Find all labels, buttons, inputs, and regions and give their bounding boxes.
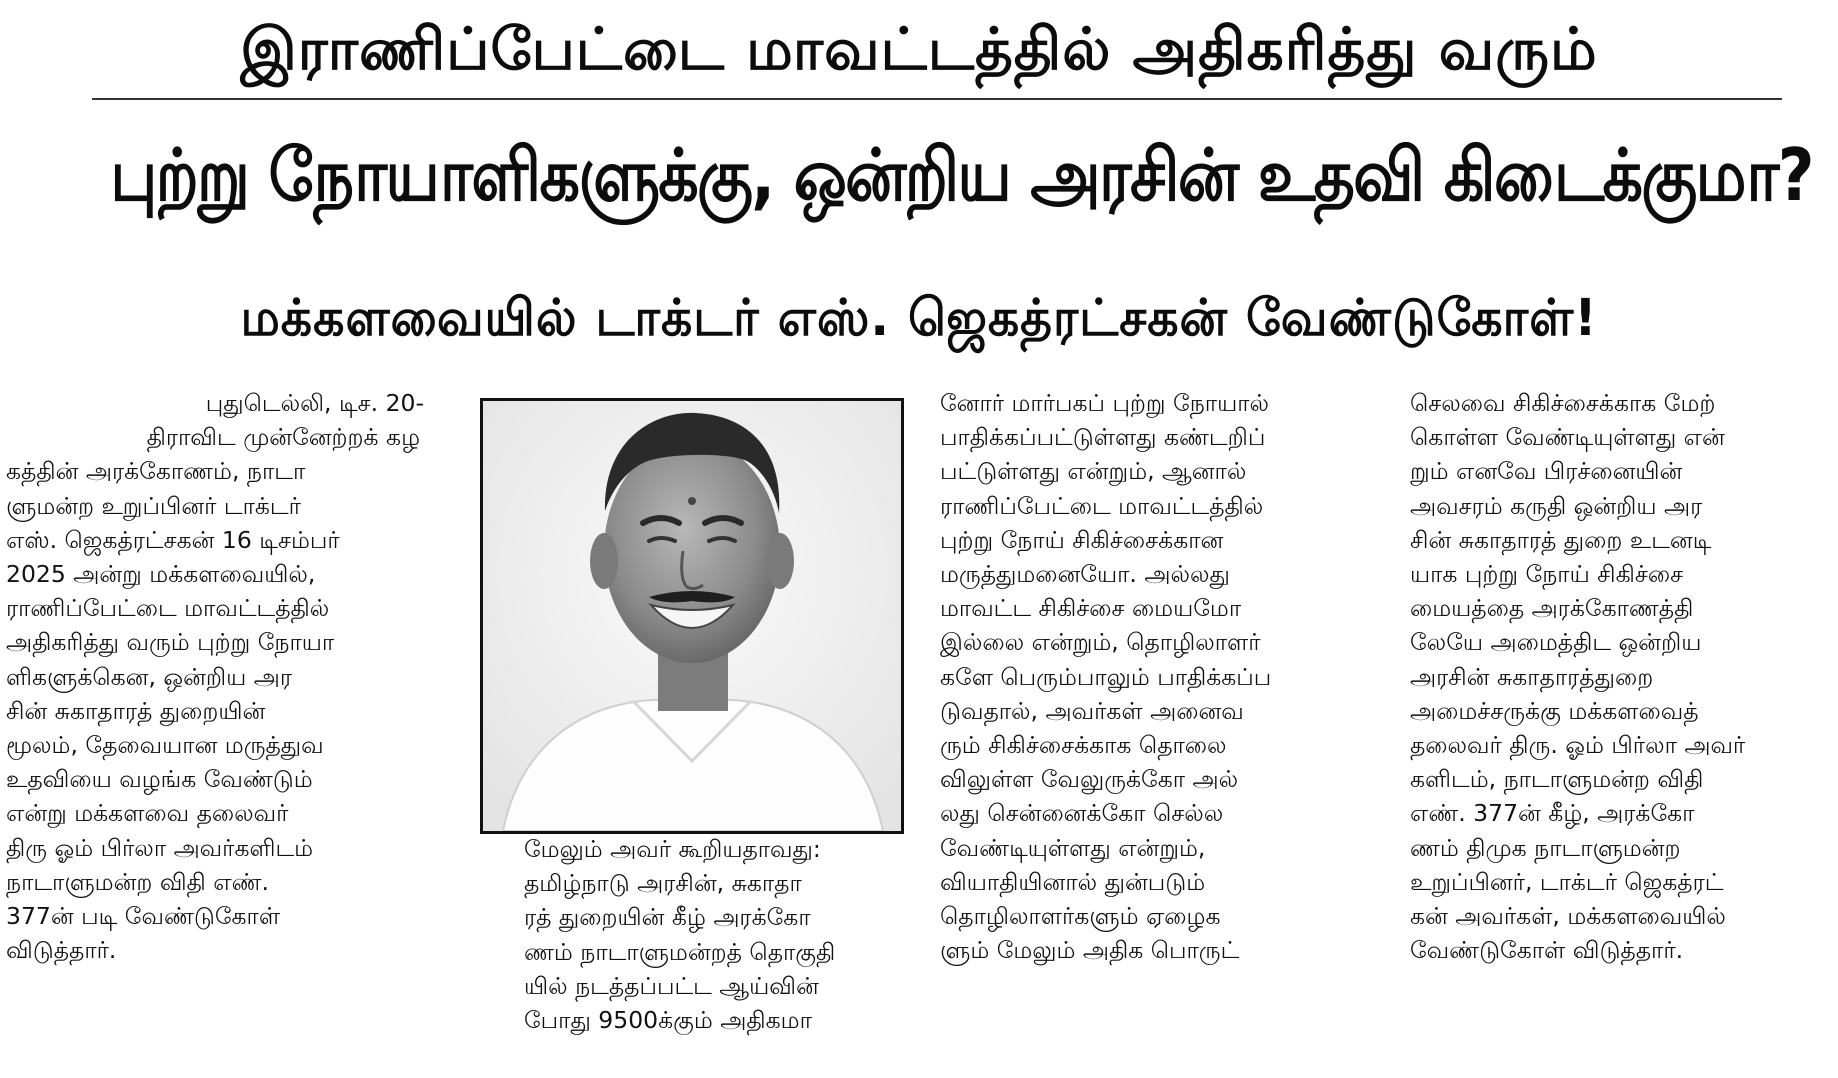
article-line: லேயே அமைத்திட ஒன்றிய	[1410, 628, 1702, 657]
article-line: யில் நடத்தப்பட்ட ஆய்வின்	[524, 971, 819, 1000]
article-line: னோர் மார்பகப் புற்று நோயால்	[940, 389, 1270, 417]
article-line: ராணிப்பேட்டை மாவட்டத்தில்	[6, 594, 330, 623]
article-line: ணம் திமுக நாடாளுமன்ற	[1410, 833, 1681, 862]
article-line: ரத் துறையின் கீழ் அரக்கோ	[524, 903, 811, 932]
article-line: இல்லை என்றும், தொழிலாளர்	[940, 628, 1261, 657]
article-line: ணம் நாடாளுமன்றத் தொகுதி	[524, 937, 836, 966]
article-column-2	[510, 832, 922, 1037]
article-line: ளும் மேலும் அதிக பொருட்	[940, 936, 1240, 965]
portrait-photo	[480, 398, 904, 834]
article-line: புற்று நோய் சிகிச்சைக்கான	[940, 525, 1224, 554]
article-line: ராணிப்பேட்டை மாவட்டத்தில்	[940, 491, 1264, 520]
article-line: ளிகளுக்கென, ஒன்றிய அர	[6, 662, 292, 691]
article-line: தலைவர் திரு. ஓம் பிர்லா அவர்	[1410, 731, 1746, 760]
article-line: தொழிலாளர்களும் ஏழைக	[940, 902, 1221, 931]
article-line: திராவிட முன்னேற்றக் கழ	[146, 423, 420, 452]
article-line: வேண்டுகோள் விடுத்தார்.	[1410, 936, 1684, 965]
headline-sub: மக்களவையில் டாக்டர் எஸ். ஜெகத்ரட்சகன் வேண்டுகோள்!	[240, 289, 1598, 348]
article-line: மாவட்ட சிகிச்சை மையமோ	[940, 594, 1242, 623]
article-line: பாதிக்கப்பட்டுள்ளது கண்டறிப்	[940, 423, 1266, 452]
article-line: வேண்டியுள்ளது என்றும்,	[940, 833, 1206, 862]
article-line: எண். 377ன் கீழ், அரக்கோ	[1410, 799, 1695, 828]
article-line: யாக புற்று நோய் சிகிச்சை	[1410, 560, 1684, 589]
article-line: களே பெரும்பாலும் பாதிக்கப்ப	[940, 662, 1272, 691]
article-line: தமிழ்நாடு அரசின், சுகாதா	[524, 869, 802, 898]
article-line: களிடம், நாடாளுமன்ற விதி	[1410, 765, 1704, 794]
article-column-3	[940, 386, 1364, 967]
article-column-1	[6, 386, 428, 967]
article-line: புதுடெல்லி, டிச. 20-	[205, 389, 424, 417]
article-line: என்று மக்களவை தலைவர்	[6, 799, 289, 828]
article-line: லது சென்னைக்கோ செல்ல	[940, 799, 1224, 828]
article-line: சின் சுகாதாரத் துறை உடனடி	[1410, 525, 1712, 554]
article-line: பட்டுள்ளது என்றும், ஆனால்	[940, 457, 1247, 486]
article-line: செலவை சிகிச்சைக்காக மேற்	[1410, 389, 1716, 417]
article-line: 2025 அன்று மக்களவையில்,	[6, 560, 316, 589]
headline-kicker: இராணிப்பேட்டை மாவட்டத்தில் அதிகரித்து வரும்	[240, 15, 1598, 83]
article-line: எஸ். ஜெகத்ரட்சகன் 16 டிசம்பர்	[6, 525, 340, 554]
article-line: சின் சுகாதாரத் துறையின்	[6, 696, 266, 725]
article-line: கன் அவர்கள், மக்களவையில்	[1410, 902, 1726, 931]
article-line: வியாதியினால் துன்படும்	[940, 867, 1206, 896]
article-column-4	[1410, 386, 1832, 967]
article-line: கொள்ள வேண்டியுள்ளது என்	[1410, 423, 1725, 452]
article-line: போது 9500க்கும் அதிகமா	[524, 1006, 812, 1035]
article-line: அவசரம் கருதி ஒன்றிய அர	[1410, 491, 1703, 520]
article-line: ரும் சிகிச்சைக்காக தொலை	[940, 731, 1227, 760]
article-line: அதிகரித்து வரும் புற்று நோயா	[6, 628, 335, 657]
article-line: விலுள்ள வேலுருக்கோ அல்	[940, 765, 1239, 794]
article-line: உதவியை வழங்க வேண்டும்	[6, 765, 313, 794]
article-line: டுவதால், அவர்கள் அனைவ	[940, 696, 1244, 725]
article-line: அமைச்சருக்கு மக்களவைத்	[1410, 696, 1699, 725]
article-line: மருத்துமனையோ. அல்லது	[940, 560, 1230, 589]
article-line: மூலம், தேவையான மருத்துவ	[6, 731, 324, 760]
article-line: கத்தின் அரக்கோணம், நாடா	[6, 457, 306, 486]
article-line: திரு ஓம் பிர்லா அவர்களிடம்	[6, 833, 314, 862]
headline-main: புற்று நோயாளிகளுக்கு, ஒன்றிய அரசின் உதவி கிடைக்குமா?	[110, 133, 1813, 217]
article-line: நாடாளுமன்ற விதி எண்.	[6, 867, 269, 896]
article-line: மையத்தை அரக்கோணத்தி	[1410, 594, 1694, 623]
article-line: றும் எனவே பிரச்னையின்	[1410, 457, 1683, 486]
article-line: அரசின் சுகாதாரத்துறை	[1410, 662, 1654, 691]
article-line: விடுத்தார்.	[6, 936, 117, 965]
article-line: 377ன் படி வேண்டுகோள்	[6, 902, 281, 931]
article-line: ளுமன்ற உறுப்பினர் டாக்டர்	[6, 491, 301, 520]
headline-divider	[92, 98, 1782, 100]
article-line: உறுப்பினர், டாக்டர் ஜெகத்ரட்	[1410, 867, 1724, 896]
article-line: மேலும் அவர் கூறியதாவது:	[524, 835, 821, 863]
